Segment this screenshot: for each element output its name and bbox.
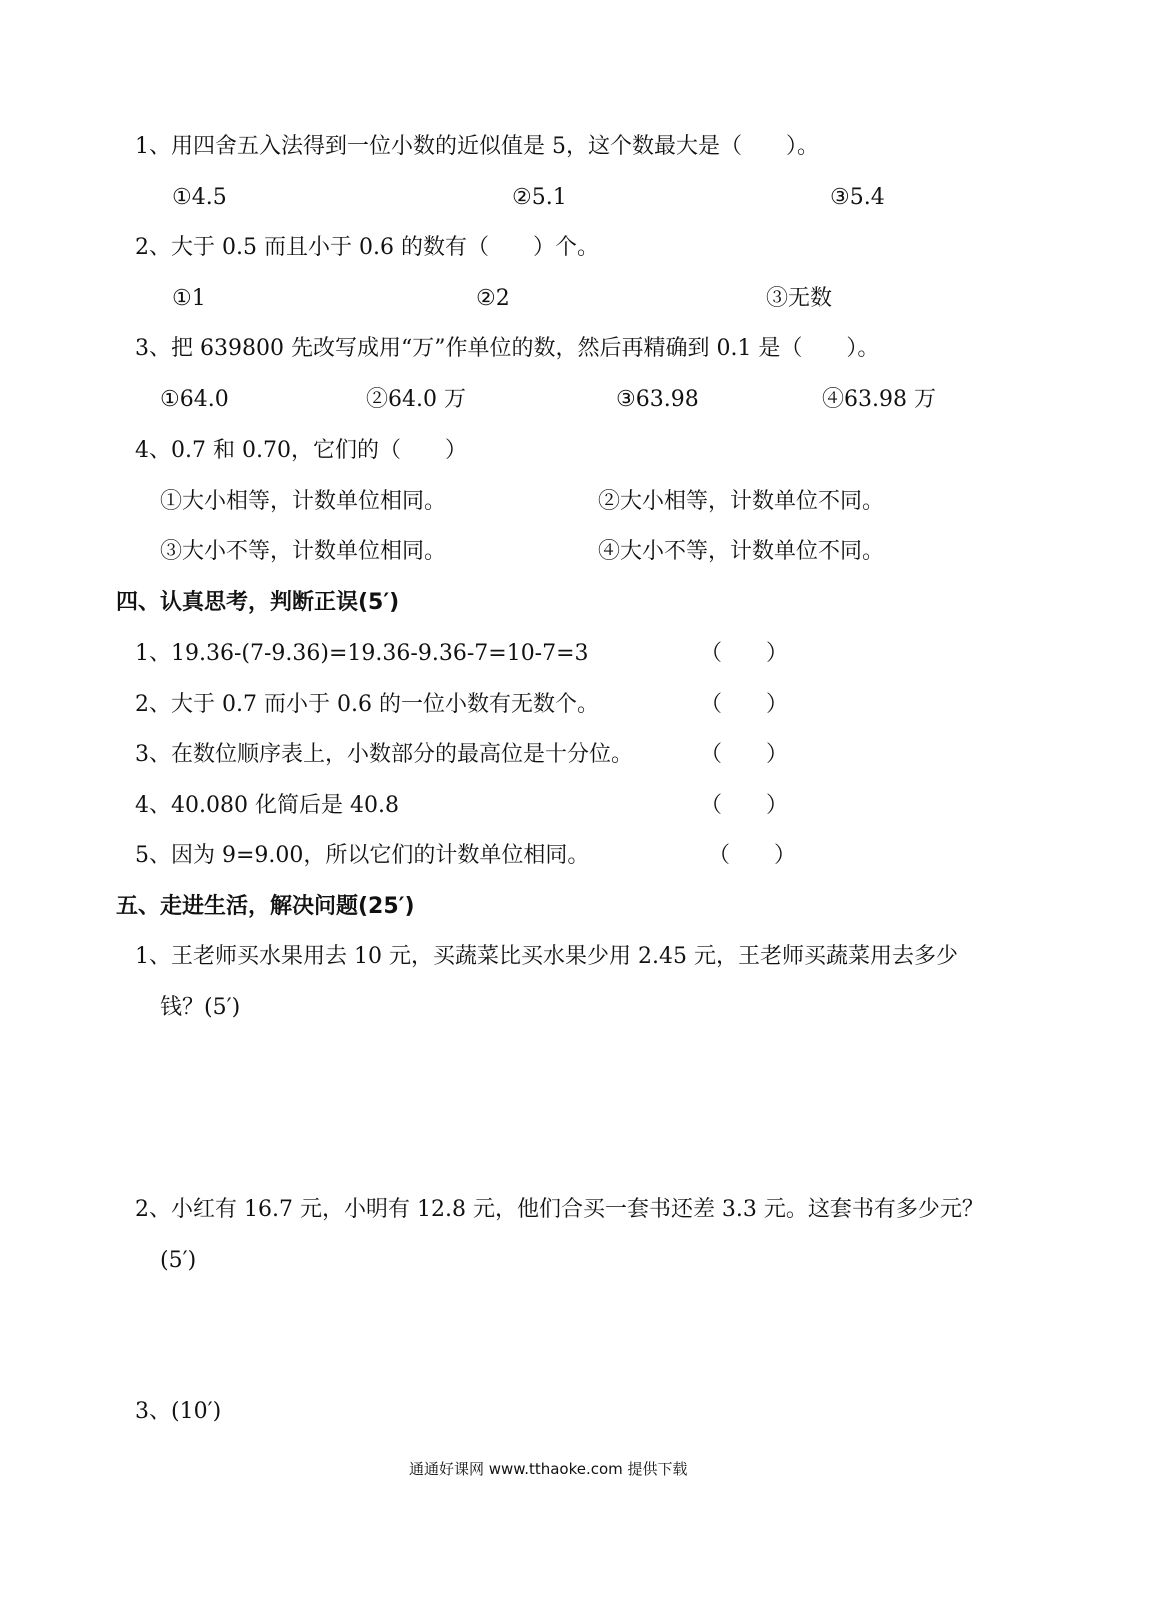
section-4-title: 四、认真思考，判断正误(5′)	[116, 590, 400, 615]
judge-item-4: 4、40.080 化简后是 40.8	[135, 793, 399, 818]
option-1-1: ①4.5	[172, 185, 227, 210]
option-4-2: ②大小相等，计数单位不同。	[598, 489, 885, 514]
option-3-1: ①64.0	[160, 387, 229, 412]
option-3-3: ③63.98	[616, 387, 699, 412]
judge-item-1: 1、19.36-(7-9.36)=19.36-9.36-7=10-7=3	[135, 641, 589, 666]
judge-bracket-1: （ ）	[700, 641, 789, 666]
problem-2-line-2: (5′)	[160, 1248, 197, 1273]
option-3-4: ④63.98 万	[822, 387, 936, 412]
problem-3: 3、(10′)	[135, 1399, 222, 1424]
judge-bracket-5: （ ）	[708, 843, 797, 868]
judge-bracket-4: （ ）	[700, 793, 789, 818]
section-5-title: 五、走进生活，解决问题(25′)	[116, 894, 415, 919]
page-footer: 通通好课网 www.tthaoke.com 提供下载	[409, 1460, 688, 1478]
option-2-2: ②2	[476, 286, 510, 311]
option-2-1: ①1	[172, 286, 206, 311]
option-4-1: ①大小相等，计数单位相同。	[160, 489, 447, 514]
option-1-3: ③5.4	[830, 185, 885, 210]
option-4-3: ③大小不等，计数单位相同。	[160, 539, 447, 564]
question-1: 1、用四舍五入法得到一位小数的近似值是 5，这个数最大是（ ）。	[135, 134, 819, 159]
judge-item-2: 2、大于 0.7 而小于 0.6 的一位小数有无数个。	[135, 692, 599, 717]
option-4-4: ④大小不等，计数单位不同。	[598, 539, 885, 564]
judge-item-5: 5、因为 9=9.00，所以它们的计数单位相同。	[135, 843, 590, 868]
judge-bracket-2: （ ）	[700, 692, 789, 717]
problem-2-line-1: 2、小红有 16.7 元，小明有 12.8 元，他们合买一套书还差 3.3 元。这套书有多少元？	[135, 1197, 984, 1222]
question-3: 3、把 639800 先改写成用“万”作单位的数，然后再精确到 0.1 是（ ）。	[135, 336, 880, 361]
option-3-2: ②64.0 万	[366, 387, 466, 412]
problem-1-line-2: 钱？(5′)	[160, 995, 241, 1020]
question-4: 4、0.7 和 0.70，它们的（ ）	[135, 438, 467, 463]
option-1-2: ②5.1	[512, 185, 567, 210]
judge-item-3: 3、在数位顺序表上，小数部分的最高位是十分位。	[135, 742, 633, 767]
judge-bracket-3: （ ）	[700, 742, 789, 767]
problem-1-line-1: 1、王老师买水果用去 10 元，买蔬菜比买水果少用 2.45 元，王老师买蔬菜用去多少	[135, 944, 958, 969]
question-2: 2、大于 0.5 而且小于 0.6 的数有（ ）个。	[135, 235, 599, 260]
option-2-3: ③无数	[766, 286, 833, 311]
